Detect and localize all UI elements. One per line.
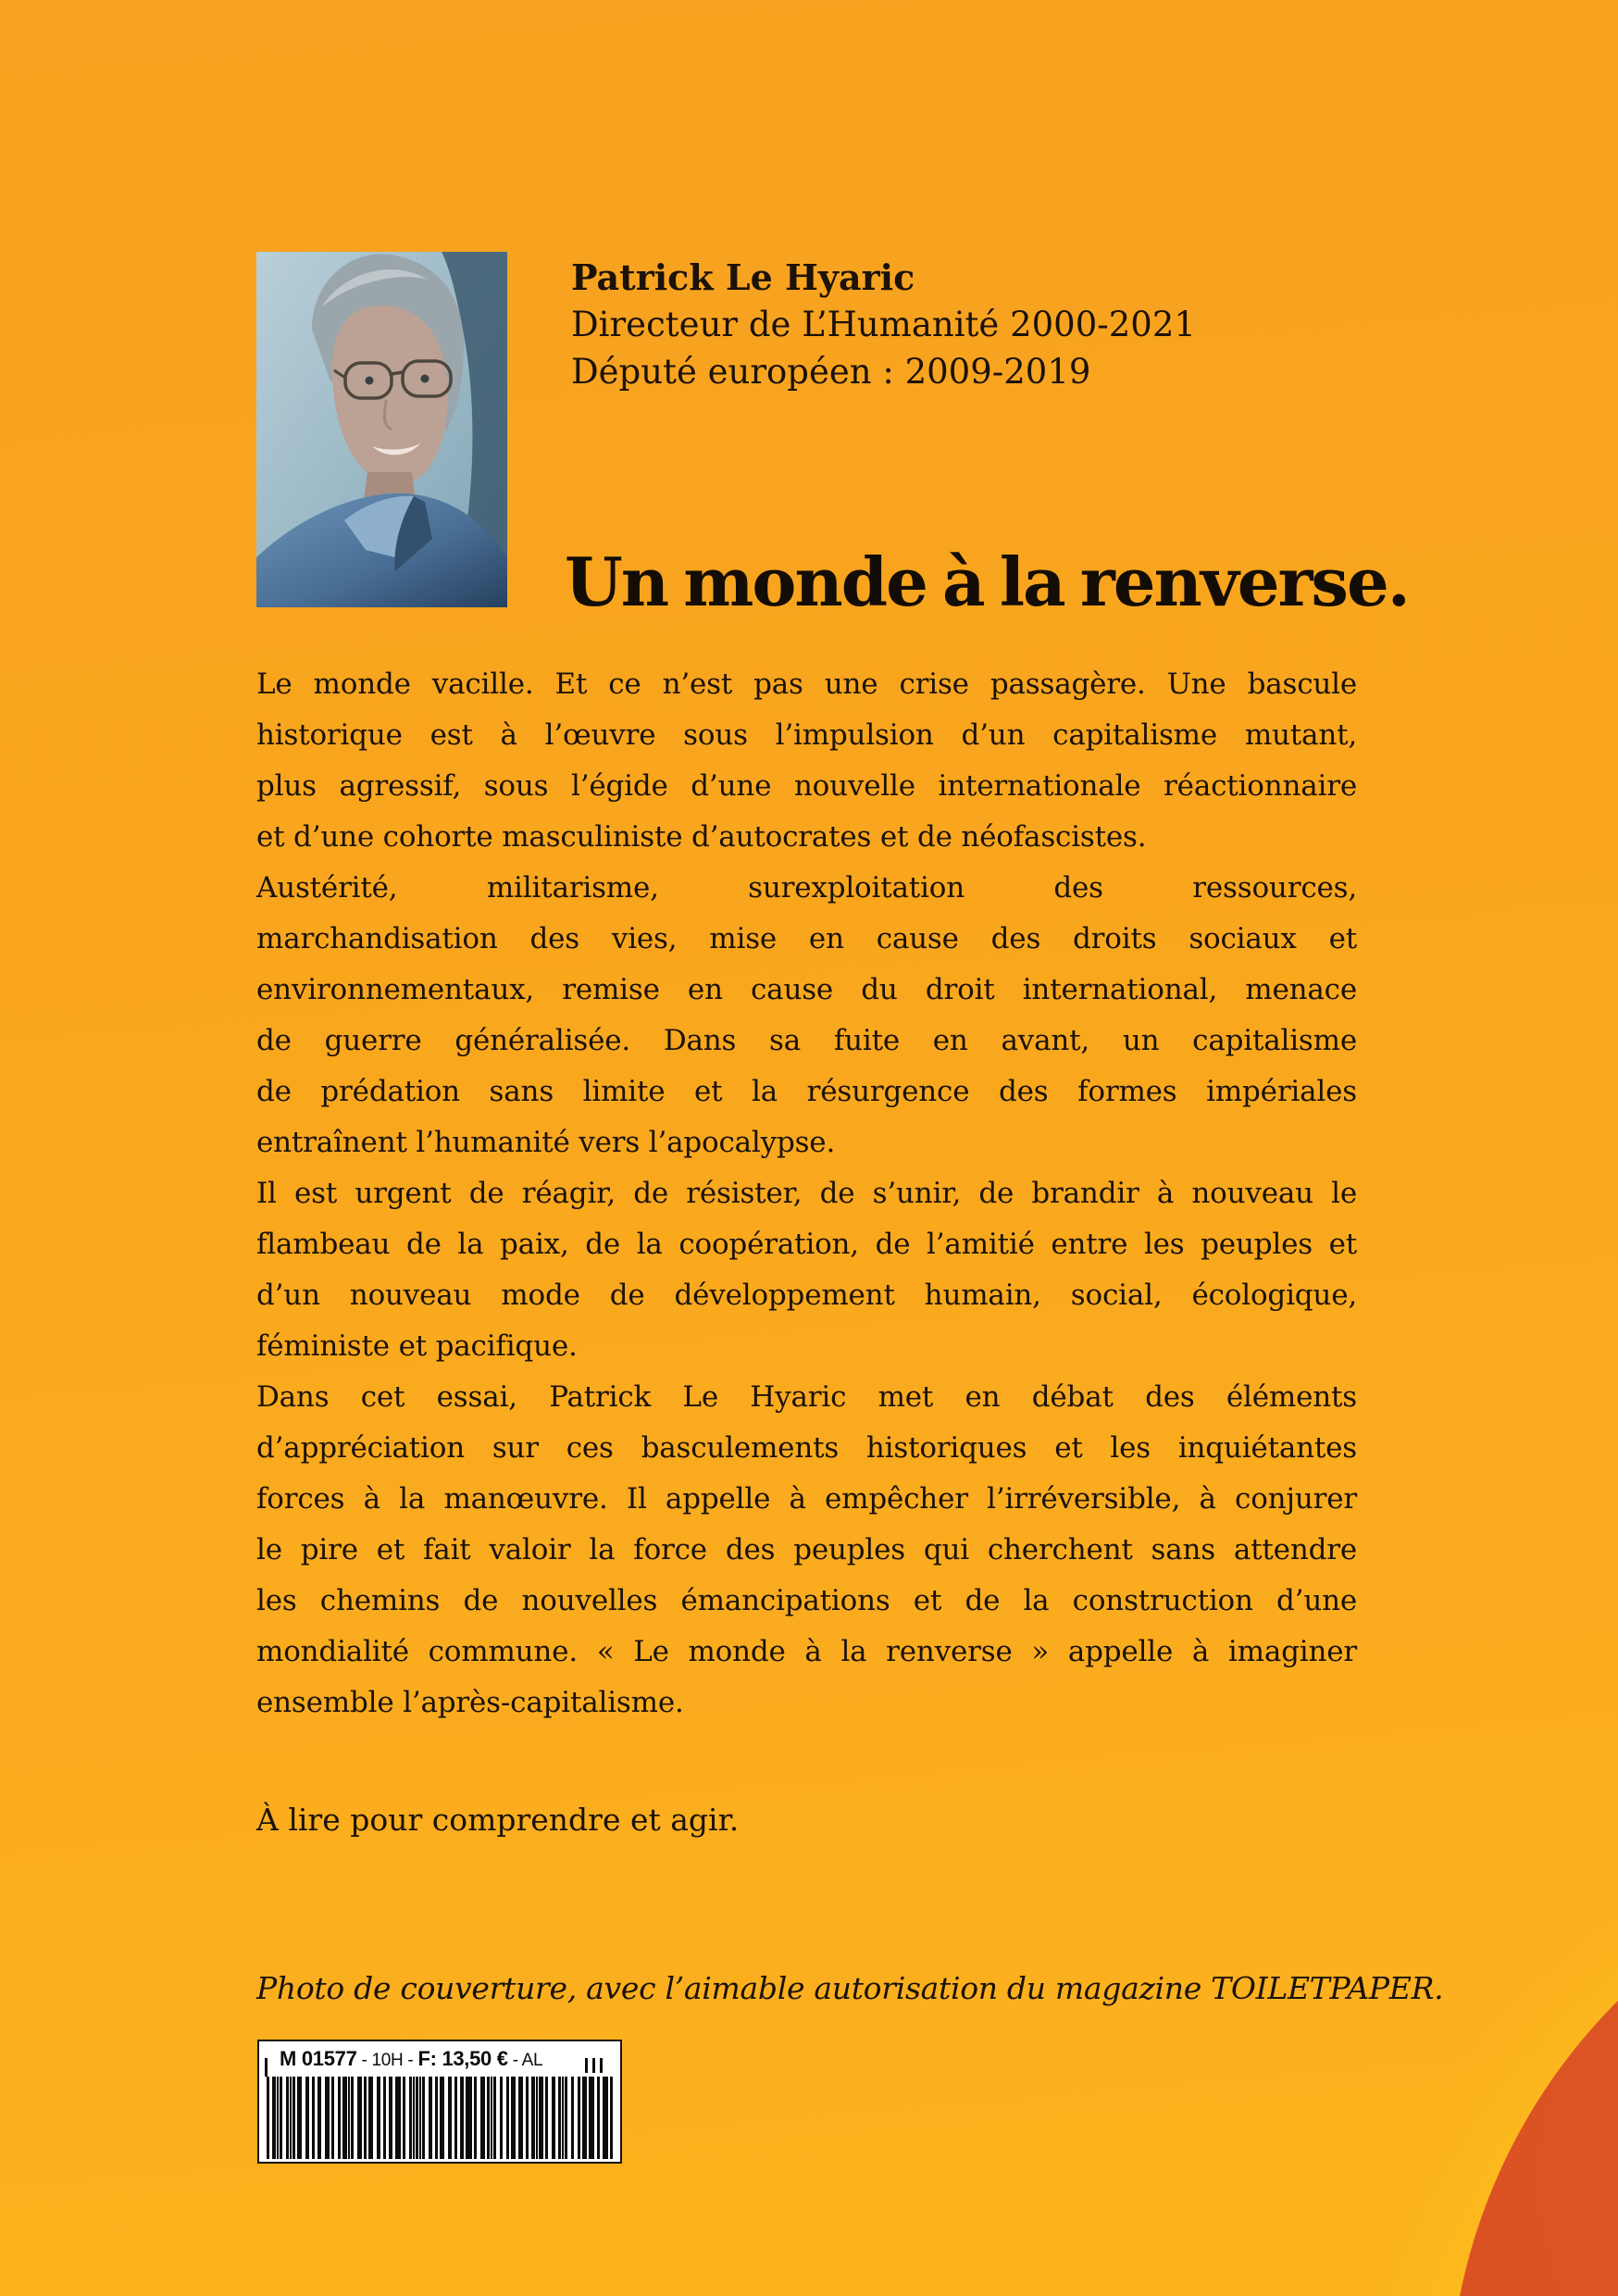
barcode-addon-mark <box>585 2058 605 2073</box>
body-text-line: mondialité commune. « Le monde à la renverse » appelle à imaginer <box>256 1635 1357 1668</box>
closing-line: À lire pour comprendre et agir. <box>256 1802 740 1838</box>
body-text-line: Dans cet essai, Patrick Le Hyaric met en débat des éléments <box>256 1380 1357 1414</box>
author-name: Patrick Le Hyaric <box>571 256 915 298</box>
author-portrait-illustration <box>256 252 507 607</box>
barcode-guard-tick <box>265 2058 268 2077</box>
photo-credit-line: Photo de couverture, avec l’aimable autorisation du magazine TOILETPAPER. <box>256 1970 1444 2006</box>
body-text-line: les chemins de nouvelles émancipations et de la construction d’une <box>256 1584 1357 1617</box>
barcode-text-part: F: <box>417 2047 442 2070</box>
body-text-line: forces à la manœuvre. Il appelle à empêcher l’irréversible, à conjurer <box>256 1482 1357 1516</box>
barcode-text-part: 13,50 € <box>442 2047 508 2070</box>
barcode-text-part: - AL <box>507 2051 543 2070</box>
author-role-1: Directeur de L’Humanité 2000-2021 <box>571 305 1196 344</box>
body-text-line: d’un nouveau mode de développement humain, social, écologique, <box>256 1279 1357 1312</box>
body-text-line: le pire et fait valoir la force des peuples qui cherchent sans attendre <box>256 1533 1357 1566</box>
body-text-line: Austérité, militarisme, surexploitation des ressources, <box>256 871 1357 905</box>
body-text-line: d’appréciation sur ces basculements historiques et les inquiétantes <box>256 1431 1357 1465</box>
author-photo <box>256 252 507 607</box>
barcode-text-part: M 01577 <box>280 2047 357 2070</box>
author-role-2: Député européen : 2009-2019 <box>571 352 1091 392</box>
body-text-line: marchandisation des vies, mise en cause des droits sociaux et <box>256 922 1357 955</box>
barcode-label <box>280 2045 611 2073</box>
body-text-line: de prédation sans limite et la résurgence des formes impériales <box>256 1075 1357 1108</box>
back-cover-text <box>256 659 1357 1728</box>
book-title: Un monde à la renverse. <box>565 543 1409 621</box>
body-text-line: de guerre généralisée. Dans sa fuite en avant, un capitalisme <box>256 1024 1357 1057</box>
body-text-line: flambeau de la paix, de la coopération, de l’amitié entre les peuples et <box>256 1228 1357 1261</box>
barcode <box>257 2040 622 2164</box>
body-text-line: féministe et pacifique. <box>256 1329 578 1363</box>
body-text-line: Le monde vacille. Et ce n’est pas une crise passagère. Une bascule <box>256 668 1357 701</box>
body-text-line: et d’une cohorte masculiniste d’autocrates et de néofascistes. <box>256 820 1147 854</box>
body-text-line: environnementaux, remise en cause du droit international, menace <box>256 973 1357 1006</box>
body-text-line: ensemble l’après-capitalisme. <box>256 1686 684 1719</box>
body-text-line: plus agressif, sous l’égide d’une nouvelle internationale réactionnaire <box>256 769 1357 803</box>
barcode-bars <box>267 2077 613 2159</box>
barcode-text-part: - 10H - <box>356 2051 418 2070</box>
body-text-line: entraînent l’humanité vers l’apocalypse. <box>256 1126 836 1159</box>
author-block <box>571 254 1196 395</box>
body-text-line: historique est à l’œuvre sous l’impulsion d’un capitalisme mutant, <box>256 718 1357 752</box>
body-text-line: Il est urgent de réagir, de résister, de s’unir, de brandir à nouveau le <box>256 1177 1357 1210</box>
